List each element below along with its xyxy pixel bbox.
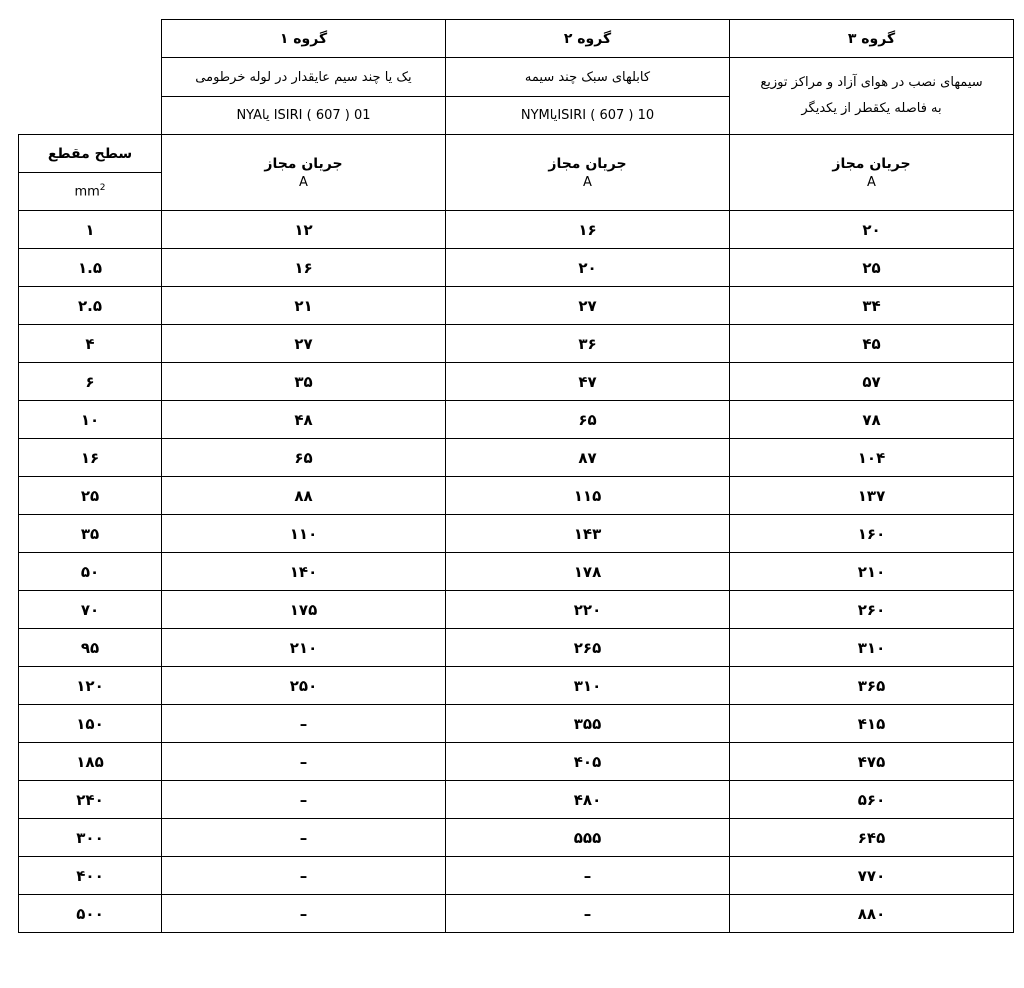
group-2-current-cell: ۲۲۰ — [446, 591, 730, 629]
table-row — [19, 401, 1014, 439]
group-2-current-cell: ۳۱۰ — [446, 667, 730, 705]
table-row — [19, 857, 1014, 895]
section-unit-base: mm — [74, 184, 100, 200]
section-label: سطح مقطع — [19, 135, 162, 173]
group-3-current-cell: ۴۵ — [730, 325, 1014, 363]
section-cell: ۴۰۰ — [19, 857, 162, 895]
group-3-current-header — [730, 135, 1014, 211]
group-3-current-cell: ۱۶۰ — [730, 515, 1014, 553]
group-1-current-cell: ۱۷۵ — [162, 591, 446, 629]
group-2-current-cell: ۴۰۵ — [446, 743, 730, 781]
group-3-description-line-1: سیمهای نصب در هوای آزاد و مراکز توزیع — [760, 75, 983, 90]
empty-corner-cell — [19, 20, 162, 135]
group-1-title: گروه ۱ — [162, 20, 446, 58]
table-row — [19, 781, 1014, 819]
section-cell: ۲.۵ — [19, 287, 162, 325]
current-unit: A — [583, 174, 592, 190]
table-row — [19, 667, 1014, 705]
table-row — [19, 553, 1014, 591]
section-cell: ۱۶ — [19, 439, 162, 477]
section-cell: ۴ — [19, 325, 162, 363]
section-cell: ۳۵ — [19, 515, 162, 553]
group-1-current-cell: ۱۲ — [162, 211, 446, 249]
group-3-description-line-2: به فاصله یکقطر از یکدیگر — [801, 101, 942, 116]
group-1-current-cell: – — [162, 781, 446, 819]
group-1-current-cell: ۱۱۰ — [162, 515, 446, 553]
current-label: جریان مجاز — [264, 155, 343, 172]
table-row — [19, 819, 1014, 857]
group-2-current-cell: ۲۰ — [446, 249, 730, 287]
section-cell: ۵۰۰ — [19, 895, 162, 933]
group-3-current-cell: ۵۶۰ — [730, 781, 1014, 819]
table-row — [19, 705, 1014, 743]
group-2-current-cell: ۲۶۵ — [446, 629, 730, 667]
group-1-current-cell: ۲۱۰ — [162, 629, 446, 667]
table-row — [19, 325, 1014, 363]
section-cell: ۹۵ — [19, 629, 162, 667]
group-2-current-cell: ۱۱۵ — [446, 477, 730, 515]
group-2-current-cell: ۴۸۰ — [446, 781, 730, 819]
section-cell: ۶ — [19, 363, 162, 401]
group-2-current-cell: ۸۷ — [446, 439, 730, 477]
section-cell: ۱.۵ — [19, 249, 162, 287]
section-cell: ۲۴۰ — [19, 781, 162, 819]
section-cell: ۱۸۵ — [19, 743, 162, 781]
group-3-current-cell: ۴۷۵ — [730, 743, 1014, 781]
section-unit-exponent: 2 — [99, 183, 106, 194]
group-1-standard: ISIRI ( 607 ) 01 یاNYA — [162, 97, 446, 135]
group-3-current-cell: ۲۵ — [730, 249, 1014, 287]
section-cell: ۵۰ — [19, 553, 162, 591]
group-2-current-cell: ۶۵ — [446, 401, 730, 439]
group-1-current-cell: ۱۶ — [162, 249, 446, 287]
current-label: جریان مجاز — [832, 155, 911, 172]
group-1-current-cell: ۸۸ — [162, 477, 446, 515]
group-1-current-cell: – — [162, 895, 446, 933]
group-2-current-cell: ۵۵۵ — [446, 819, 730, 857]
section-cell: ۳۰۰ — [19, 819, 162, 857]
group-1-current-cell: – — [162, 857, 446, 895]
table-row — [19, 249, 1014, 287]
group-1-current-cell: ۳۵ — [162, 363, 446, 401]
group-3-current-cell: ۱۳۷ — [730, 477, 1014, 515]
current-unit: A — [299, 174, 308, 190]
group-2-current-cell: ۱۶ — [446, 211, 730, 249]
group-3-current-cell: ۱۰۴ — [730, 439, 1014, 477]
group-1-current-cell: ۴۸ — [162, 401, 446, 439]
group-3-current-cell: ۲۱۰ — [730, 553, 1014, 591]
group-3-current-cell: ۶۴۵ — [730, 819, 1014, 857]
current-label: جریان مجاز — [548, 155, 627, 172]
group-2-current-cell: ۱۴۳ — [446, 515, 730, 553]
table-row — [19, 363, 1014, 401]
table-header — [19, 20, 1014, 211]
section-unit — [19, 173, 162, 211]
group-3-current-cell: ۳۴ — [730, 287, 1014, 325]
group-2-current-header — [446, 135, 730, 211]
group-2-description: کابلهای سبک چند سیمه — [446, 58, 730, 97]
group-1-current-cell: – — [162, 743, 446, 781]
group-2-current-cell: – — [446, 857, 730, 895]
table-row — [19, 211, 1014, 249]
table-row — [19, 743, 1014, 781]
group-1-current-cell: – — [162, 705, 446, 743]
section-cell: ۱۵۰ — [19, 705, 162, 743]
group-1-current-cell: ۲۷ — [162, 325, 446, 363]
section-cell: ۱۰ — [19, 401, 162, 439]
group-3-current-cell: ۲۶۰ — [730, 591, 1014, 629]
group-2-current-cell: ۴۷ — [446, 363, 730, 401]
group-2-current-cell: ۱۷۸ — [446, 553, 730, 591]
group-1-current-cell: ۲۱ — [162, 287, 446, 325]
table-row — [19, 515, 1014, 553]
group-1-current-cell: ۱۴۰ — [162, 553, 446, 591]
group-2-standard: ISIRI ( 607 ) 10یاNYM — [446, 97, 730, 135]
group-3-title: گروه ۳ — [730, 20, 1014, 58]
group-2-current-cell: ۳۵۵ — [446, 705, 730, 743]
table-row — [19, 895, 1014, 933]
table-body — [19, 211, 1014, 933]
table-row — [19, 629, 1014, 667]
section-cell: ۲۵ — [19, 477, 162, 515]
group-1-current-cell: ۲۵۰ — [162, 667, 446, 705]
group-1-current-cell: ۶۵ — [162, 439, 446, 477]
group-1-current-header — [162, 135, 446, 211]
group-3-current-cell: ۸۸۰ — [730, 895, 1014, 933]
table-row — [19, 591, 1014, 629]
group-1-description: یک یا چند سیم عایقدار در لوله خرطومی — [162, 58, 446, 97]
table-row — [19, 287, 1014, 325]
group-3-current-cell: ۳۶۵ — [730, 667, 1014, 705]
group-3-current-cell: ۲۰ — [730, 211, 1014, 249]
table-row — [19, 477, 1014, 515]
group-2-current-cell: ۲۷ — [446, 287, 730, 325]
current-rating-table — [18, 19, 1014, 933]
group-2-current-cell: – — [446, 895, 730, 933]
group-2-current-cell: ۳۶ — [446, 325, 730, 363]
group-3-description — [730, 58, 1014, 135]
group-3-current-cell: ۳۱۰ — [730, 629, 1014, 667]
group-3-current-cell: ۵۷ — [730, 363, 1014, 401]
group-1-current-cell: – — [162, 819, 446, 857]
group-3-current-cell: ۴۱۵ — [730, 705, 1014, 743]
current-unit: A — [867, 174, 876, 190]
section-cell: ۱ — [19, 211, 162, 249]
section-cell: ۷۰ — [19, 591, 162, 629]
group-3-current-cell: ۷۸ — [730, 401, 1014, 439]
section-cell: ۱۲۰ — [19, 667, 162, 705]
group-3-current-cell: ۷۷۰ — [730, 857, 1014, 895]
group-2-title: گروه ۲ — [446, 20, 730, 58]
table-row — [19, 439, 1014, 477]
